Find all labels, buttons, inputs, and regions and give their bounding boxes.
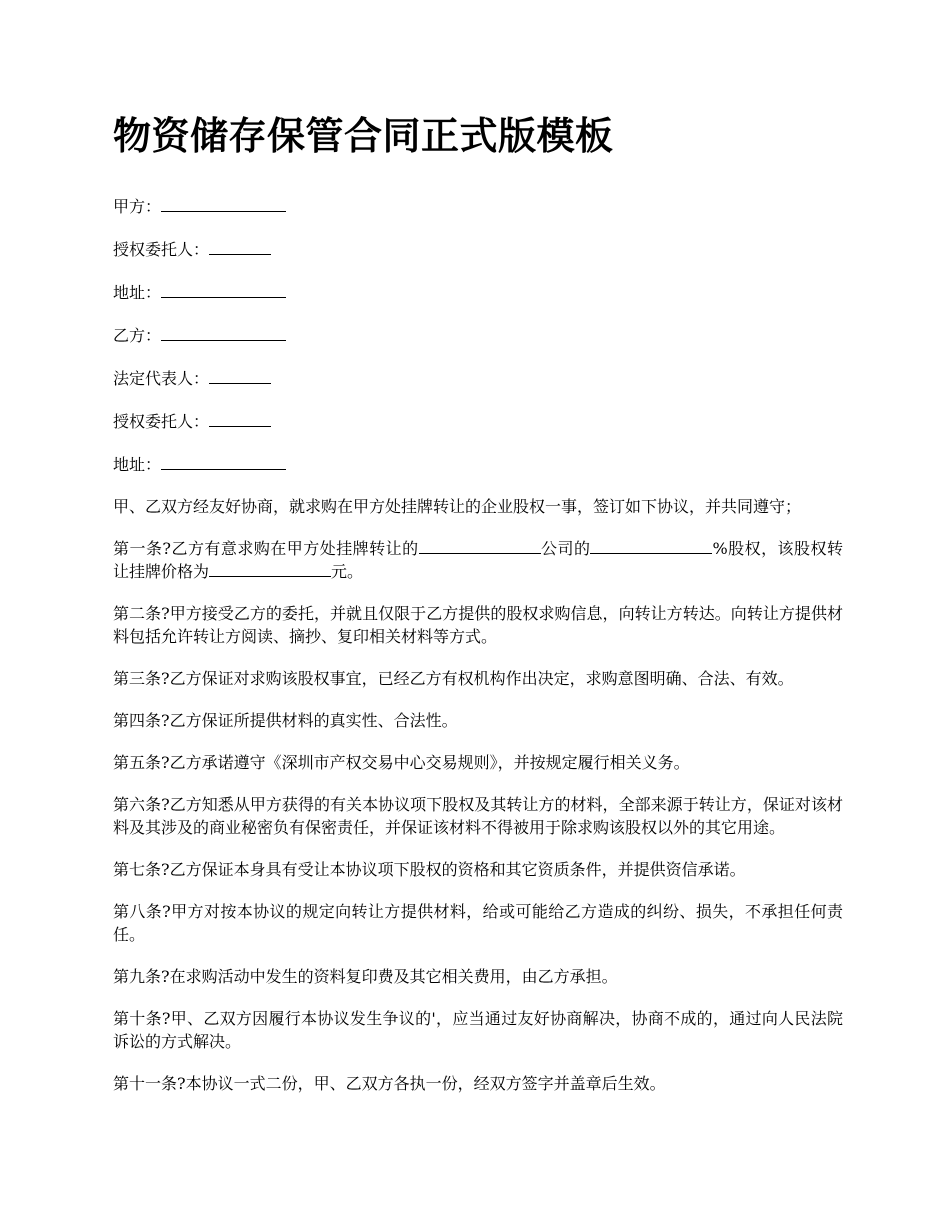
fill-in-blank — [161, 323, 286, 341]
field-label: 授权委托人： — [113, 240, 210, 259]
article-1-text: 元。 — [331, 562, 364, 581]
article-5: 第五条?乙方承诺遵守《深圳市产权交易中心交易规则》，并按规定履行相关义务。 — [113, 753, 690, 772]
fill-in-blank — [209, 409, 271, 427]
party-b-agent-field — [113, 409, 843, 433]
price-blank — [209, 560, 331, 577]
article-11: 第十一条?本协议一式二份，甲、乙双方各执一份，经双方签字并盖章后生效。 — [113, 1074, 666, 1093]
article-1-text: 公司的 — [540, 539, 591, 558]
field-label: 地址： — [113, 455, 162, 474]
article-6: 第六条?乙方知悉从甲方获得的有关本协议项下股权及其转让方的材料，全部来源于转让方，保证对该材料及其涉及的商业秘密负有保密责任，并保证该材料不得被用于除求购该股权以外的其它用途。 — [113, 795, 843, 837]
field-label: 甲方： — [113, 197, 162, 216]
article-1-text: 第一条?乙方有意求购在甲方处挂牌转让的 — [113, 539, 419, 558]
fill-in-blank — [209, 366, 271, 384]
party-b-legal-rep-field — [113, 366, 843, 390]
party-b-field — [113, 323, 843, 347]
field-label: 法定代表人： — [113, 369, 210, 388]
document-page — [113, 112, 843, 1114]
party-b-address-field — [113, 452, 843, 476]
article-9: 第九条?在求购活动中发生的资料复印费及其它相关费用，由乙方承担。 — [113, 967, 618, 986]
fill-in-blank — [161, 280, 286, 298]
fill-in-blank — [161, 452, 286, 470]
field-label: 乙方： — [113, 326, 162, 345]
article-3: 第三条?乙方保证对求购该股权事宜，已经乙方有权机构作出决定，求购意图明确、合法、有效。 — [113, 669, 794, 688]
article-7: 第七条?乙方保证本身具有受让本协议项下股权的资格和其它资质条件，并提供资信承诺。 — [113, 860, 746, 879]
article-2: 第二条?甲方接受乙方的委托，并就且仅限于乙方提供的股权求购信息，向转让方转达。向转让方提供材料包括允许转让方阅读、摘抄、复印相关材料等方式。 — [113, 604, 843, 646]
article-1-text: %股权，该股权转让挂牌价格为 — [113, 539, 843, 581]
article-10: 第十条?甲、乙双方因履行本协议发生争议的'，应当通过友好协商解决，协商不成的，通过向人民法院诉讼的方式解决。 — [113, 1009, 843, 1051]
party-a-field — [113, 194, 843, 218]
article-4: 第四条?乙方保证所提供材料的真实性、合法性。 — [113, 711, 458, 730]
field-label: 授权委托人： — [113, 412, 210, 431]
company-name-blank — [419, 537, 541, 554]
article-1 — [113, 537, 843, 583]
article-8: 第八条?甲方对按本协议的规定向转让方提供材料，给或可能给乙方造成的纠纷、损失，不承担任何责任。 — [113, 902, 843, 944]
party-a-agent-field — [113, 237, 843, 261]
share-percent-blank — [590, 537, 712, 554]
fill-in-blank — [161, 194, 286, 212]
intro-paragraph: 甲、乙双方经友好协商，就求购在甲方处挂牌转让的企业股权一事，签订如下协议，并共同遵守； — [113, 497, 802, 516]
party-a-address-field — [113, 280, 843, 304]
fill-in-blank — [209, 237, 271, 255]
document-title: 物资储存保管合同正式版模板 — [113, 114, 614, 158]
field-label: 地址： — [113, 283, 162, 302]
